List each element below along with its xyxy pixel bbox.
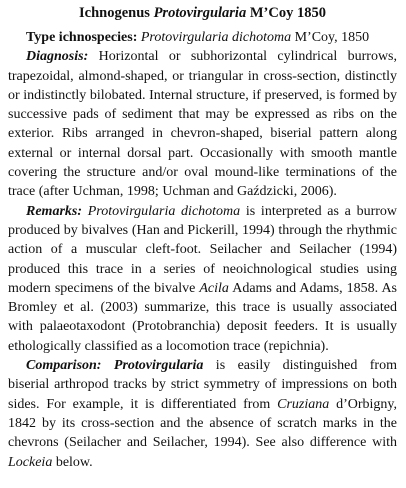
section-heading <box>8 4 397 23</box>
remarks-label: Remarks: <box>26 203 82 219</box>
comparison-genus: Protovirgularia <box>113 358 204 374</box>
remarks-text-1: is interpreted as a burrow produced by bivalves (Han and Pickerill, 1994) through the rhythmic action of a muscular cleft-foot. Seilacher and Seilacher (1994) produced this trace in a series of neoichnological studies using modern specimens of the bivalve <box>8 203 398 296</box>
remarks-genus-acila: Acila <box>199 280 229 296</box>
remarks-paragraph <box>8 202 397 356</box>
comparison-text-1: is easily distinguished from biserial arthropod tracks by strict symmetry of impressions on both sides. For example, it is differentiated from <box>8 358 397 412</box>
type-ichnospecies-label: Type ichnospecies: <box>26 30 138 45</box>
comparison-genus-lockeia: Lockeia <box>8 454 53 470</box>
heading-prefix: Ichnogenus <box>79 5 154 21</box>
remarks-species: Protovirgularia dichotoma <box>87 203 241 219</box>
diagnosis-label: Diagnosis: <box>26 49 89 65</box>
heading-genus: Protovirgularia <box>153 5 247 21</box>
diagnosis-paragraph <box>8 47 397 201</box>
remarks-text-2: Adams and Adams, 1858. As Bromley et al. (2003) summarize, this trace is usually associated with palaeotaxodont (Protobranchia) deposit feeders. It is usually ethologically classified as a locomotion trace (repichnia). <box>8 280 398 354</box>
comparison-text-2: d’Orbigny, 1842 by its cross-section and the absence of scratch marks in the chevrons (Seilacher and Seilacher, 1994). See also difference with <box>8 396 397 451</box>
type-ichnospecies-name: Protovirgularia dichotoma <box>140 30 292 45</box>
diagnosis-text: Horizontal or subhorizontal cylindrical burrows, trapezoidal, almond-shaped, or triangular in cross-section, distinctly or indistinctly bilobated. Internal structure, if preserved, is formed by successive pads of sediment that may be expressed as ribs on the exterior. Ribs arranged in chevron-shaped, biserial pattern along external or internal dorsal part. Occasionally with smooth mantle covering the structure and/or oval mound-like terminations of the trace (after Uchman, 1998; Uchman and Gaździcki, 2006). <box>8 49 397 200</box>
type-ichnospecies-author: M’Coy, 1850 <box>291 30 370 45</box>
comparison-paragraph <box>8 356 397 472</box>
comparison-genus-cruziana: Cruziana <box>277 396 330 412</box>
heading-author: M’Coy 1850 <box>246 5 326 21</box>
comparison-text-3: below. <box>52 454 93 470</box>
comparison-label: Comparison: <box>26 358 102 374</box>
type-ichnospecies-paragraph <box>8 28 397 47</box>
